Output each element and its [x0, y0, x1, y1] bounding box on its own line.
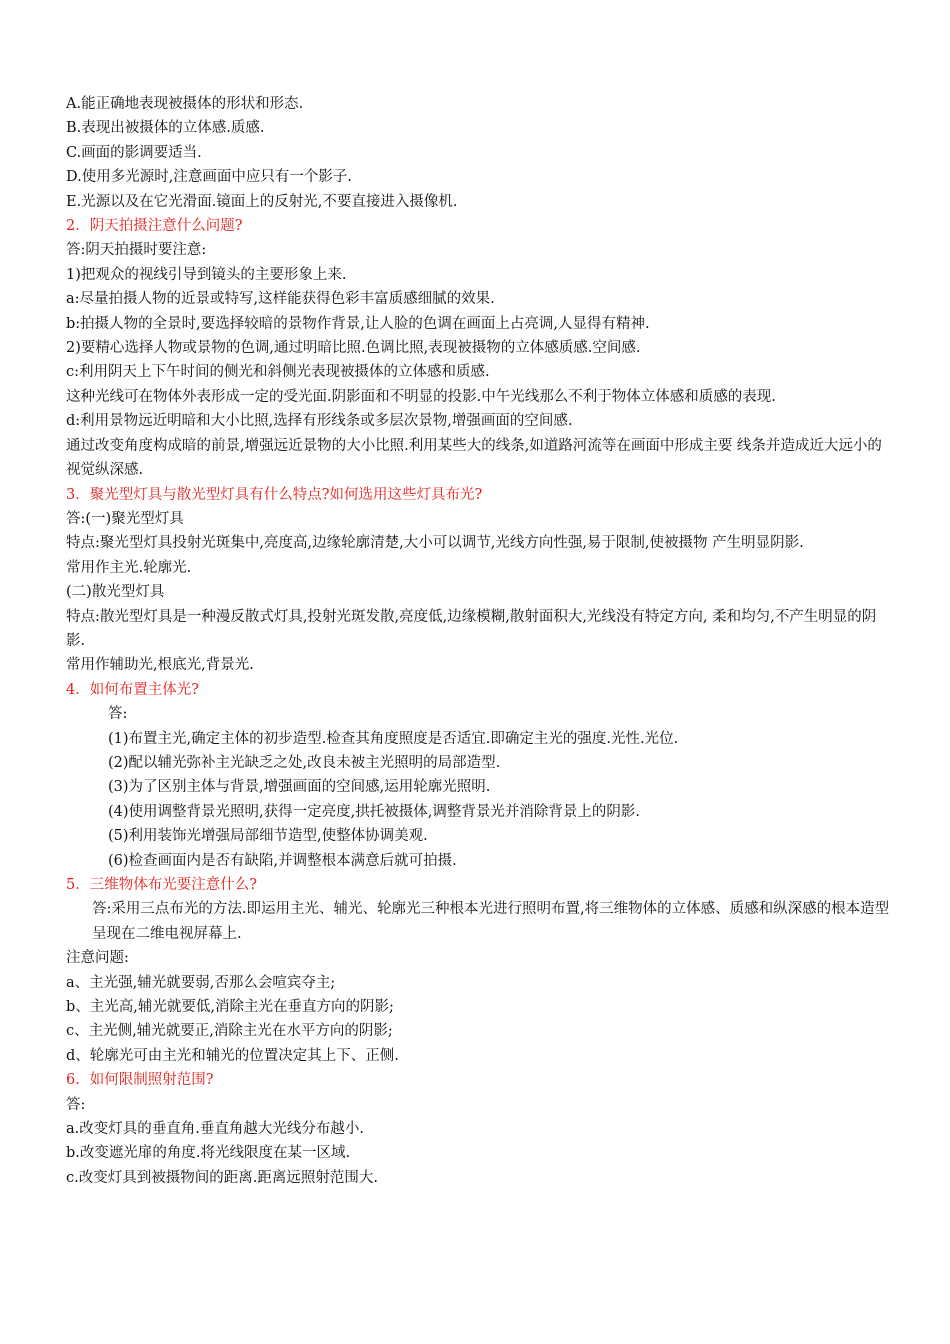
- text-line: B.表现出被摄体的立体感.质感.: [66, 120, 265, 137]
- text-line: 1)把观众的视线引导到镜头的主要形象上来.: [66, 266, 347, 283]
- text-line: 答:采用三点布光的方法.即运用主光、辅光、轮廓光三种根本光进行照明布置,将三维物体的立体感、质感和纵深感的根本造型呈现在二维电视屏幕上.: [92, 901, 890, 942]
- text-line: b、主光高,辅光就要低,消除主光在垂直方向的阴影;: [66, 999, 394, 1016]
- text-line: (二)散光型灯具: [66, 584, 165, 601]
- text-line: d:利用景物远近明暗和大小比照,选择有形线条或多层次景物,增强画面的空间感.: [66, 413, 573, 430]
- text-line: a:尽量拍摄人物的近景或特写,这样能获得色彩丰富质感细腻的效果.: [66, 291, 495, 308]
- text-line: 答:: [66, 1096, 86, 1113]
- text-line: 答:阴天拍摄时要注意:: [66, 242, 207, 259]
- text-line: E.光源以及在它光滑面.镜面上的反射光,不要直接进入摄像机.: [66, 193, 458, 210]
- text-line: 常用作辅助光,根底光,背景光.: [66, 657, 254, 674]
- text-line: (5)利用装饰光增强局部细节造型,使整体协调美观.: [108, 828, 428, 845]
- text-line: (4)使用调整背景光照明,获得一定亮度,拱托被摄体,调整背景光并消除背景上的阴影.: [108, 803, 640, 820]
- text-line: a、主光强,辅光就要弱,否那么会喧宾夺主;: [66, 974, 336, 991]
- text-line: 答:(一)聚光型灯具: [66, 510, 184, 527]
- question-heading: 5．三维物体布光要注意什么?: [66, 877, 257, 893]
- question-heading: 2．阴天拍摄注意什么问题?: [66, 218, 243, 235]
- text-line: 这种光线可在物体外表形成一定的受光面.阴影面和不明显的投影.中午光线那么不利于物体立体感和质感的表现.: [66, 388, 776, 405]
- text-line: 特点:聚光型灯具投射光斑集中,亮度高,边缘轮廓清楚,大小可以调节,光线方向性强,易于限制,使被摄物 产生明显阴影.: [66, 535, 804, 552]
- text-line: c.改变灯具到被摄物间的距离.距离远照射范围大.: [66, 1169, 378, 1186]
- text-line: D.使用多光源时,注意画面中应只有一个影子.: [66, 169, 352, 186]
- text-line: 答:: [108, 706, 128, 723]
- text-line: (2)配以辅光弥补主光缺乏之处,改良未被主光照明的局部造型.: [108, 754, 501, 771]
- text-line: 常用作主光.轮廓光.: [66, 559, 192, 576]
- text-line: (3)为了区别主体与背景,增强画面的空间感,运用轮廓光照明.: [108, 779, 491, 796]
- question-heading: 4．如何布置主体光?: [66, 681, 199, 698]
- text-line: b.改变遮光扉的角度.将光线限度在某一区域.: [66, 1145, 351, 1162]
- text-line: c:利用阴天上下午时间的侧光和斜侧光表现被摄体的立体感和质感.: [66, 364, 490, 381]
- text-line: 注意问题:: [66, 950, 129, 967]
- text-line: 特点:散光型灯具是一种漫反散式灯具,投射光斑发散,亮度低,边缘模糊,散射面积大,光线没有特定方向, 柔和均匀,不产生明显的阴影.: [66, 608, 877, 649]
- text-line: 通过改变角度构成暗的前景,增强远近景物的大小比照.利用某些大的线条,如道路河流等在画面中形成主要 线条并造成近大远小的视觉纵深感.: [66, 437, 882, 479]
- text-line: A.能正确地表现被摄体的形状和形态.: [66, 96, 304, 112]
- text-line: (1)布置主光,确定主体的初步造型.检查其角度照度是否适宜.即确定主光的强度.光性.光位.: [108, 730, 679, 747]
- text-line: a.改变灯具的垂直角.垂直角越大光线分布越小.: [66, 1121, 364, 1138]
- text-line: 2)要精心选择人物或景物的色调,通过明暗比照.色调比照,表现被摄物的立体感质感.空间感.: [66, 340, 641, 357]
- question-heading: 3．聚光型灯具与散光型灯具有什么特点?如何选用这些灯具布光?: [66, 486, 483, 503]
- text-line: c、主光侧,辅光就要正,消除主光在水平方向的阴影;: [66, 1023, 393, 1040]
- question-heading: 6．如何限制照射范围?: [66, 1072, 214, 1089]
- text-line: (6)检查画面内是否有缺陷,并调整根本满意后就可拍摄.: [108, 852, 457, 869]
- text-line: d、轮廓光可由主光和辅光的位置决定其上下、正侧.: [66, 1047, 399, 1064]
- text-line: b:拍摄人物的全景时,要选择较暗的景物作背景,让人脸的色调在画面上占亮调,人显得有精神.: [66, 315, 650, 332]
- text-line: C.画面的影调要适当.: [66, 144, 202, 161]
